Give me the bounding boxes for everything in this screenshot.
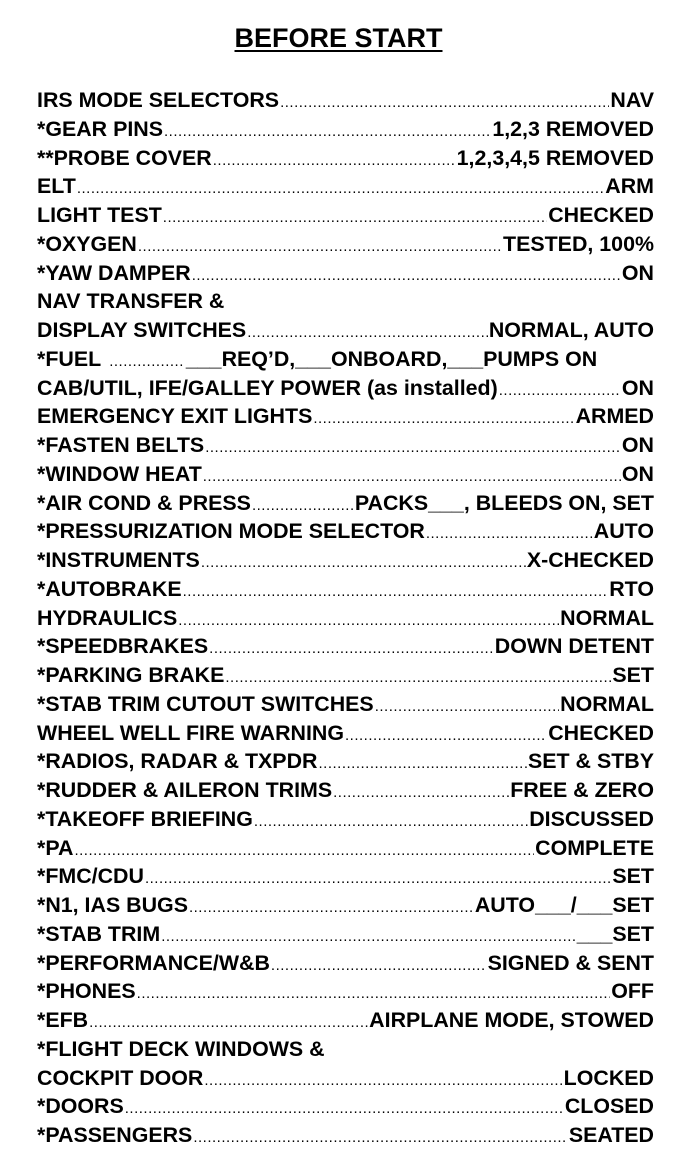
checklist-row bbox=[37, 977, 654, 1006]
dot-leader bbox=[193, 1124, 567, 1153]
dot-leader bbox=[254, 808, 528, 837]
item-label: *YAW DAMPER bbox=[37, 260, 191, 285]
checklist-row bbox=[37, 287, 654, 316]
item-label: *OXYGEN bbox=[37, 231, 137, 256]
item-value: CLOSED bbox=[564, 1094, 654, 1119]
item-value: X-CHECKED bbox=[526, 548, 654, 572]
item-label: EMERGENCY EXIT LIGHTS bbox=[37, 404, 313, 429]
item-value: DOWN DETENT bbox=[494, 634, 654, 659]
checklist-row bbox=[37, 862, 654, 891]
item-label: *RADIOS, RADAR & TXPDR bbox=[37, 749, 318, 774]
checklist-row bbox=[37, 460, 654, 489]
dot-leader bbox=[313, 405, 574, 434]
checklist-row bbox=[37, 230, 654, 259]
item-value: ON bbox=[621, 260, 654, 285]
checklist-row bbox=[37, 575, 654, 604]
checklist-row bbox=[37, 489, 654, 518]
item-value: ARMED bbox=[575, 404, 654, 429]
checklist-items bbox=[37, 86, 654, 1150]
checklist-row bbox=[37, 920, 654, 949]
item-label: *FASTEN BELTS bbox=[37, 433, 205, 457]
checklist-row bbox=[37, 374, 654, 403]
item-label: *PARKING BRAKE bbox=[37, 663, 225, 687]
item-value: NORMAL bbox=[560, 691, 654, 716]
checklist-row bbox=[37, 546, 654, 575]
item-label: *STAB TRIM CUTOUT SWITCHES bbox=[37, 691, 374, 716]
item-value: ON bbox=[621, 461, 654, 486]
item-value: CHECKED bbox=[548, 203, 654, 227]
checklist-row bbox=[37, 86, 654, 115]
item-label: NAV TRANSFER & bbox=[37, 289, 225, 314]
item-label: *FUEL bbox=[37, 346, 102, 371]
item-label: *TAKEOFF BRIEFING bbox=[37, 806, 253, 831]
dot-leader bbox=[138, 233, 502, 262]
dot-leader bbox=[189, 894, 474, 923]
dot-leader bbox=[209, 635, 494, 664]
item-value: 1,2,3 REMOVED bbox=[492, 116, 654, 141]
dot-leader bbox=[178, 607, 559, 636]
item-label: LIGHT TEST bbox=[37, 203, 162, 227]
checklist-row bbox=[37, 172, 654, 201]
checklist-row bbox=[37, 431, 654, 460]
dot-leader bbox=[201, 549, 526, 578]
checklist-row bbox=[37, 1006, 654, 1035]
checklist-row bbox=[37, 747, 654, 776]
dot-leader bbox=[125, 1095, 564, 1124]
dot-leader bbox=[164, 118, 491, 147]
item-value: SIGNED & SENT bbox=[487, 950, 654, 975]
checklist-row bbox=[37, 402, 654, 431]
item-label: *STAB TRIM bbox=[37, 921, 161, 946]
dot-leader bbox=[375, 693, 559, 722]
checklist-row bbox=[37, 316, 654, 345]
item-label: IRS MODE SELECTORS bbox=[37, 88, 280, 112]
item-value: ON bbox=[621, 433, 654, 457]
checklist-row bbox=[37, 690, 654, 719]
item-value: RTO bbox=[609, 576, 654, 601]
checklist-row bbox=[37, 719, 654, 748]
dot-leader bbox=[77, 175, 604, 204]
item-value: ___REQ’D,___ONBOARD,___PUMPS ON bbox=[185, 346, 598, 371]
dot-leader bbox=[213, 147, 456, 176]
item-label: *DOORS bbox=[37, 1094, 124, 1119]
item-value: SET & STBY bbox=[528, 749, 654, 774]
dot-leader bbox=[333, 779, 509, 808]
item-label: *FLIGHT DECK WINDOWS & bbox=[37, 1036, 325, 1061]
dot-leader bbox=[89, 1009, 368, 1038]
item-label: *AUTOBRAKE bbox=[37, 576, 182, 601]
item-value: COMPLETE bbox=[535, 835, 654, 860]
item-label: HYDRAULICS bbox=[37, 605, 178, 630]
dot-leader bbox=[161, 923, 576, 952]
checklist-row bbox=[37, 1121, 654, 1150]
dot-leader bbox=[192, 262, 621, 291]
checklist-row bbox=[37, 661, 654, 690]
item-label: *RUDDER & AILERON TRIMS bbox=[37, 778, 333, 802]
item-label: COCKPIT DOOR bbox=[37, 1065, 204, 1090]
item-value: LOCKED bbox=[563, 1065, 654, 1090]
dot-leader bbox=[499, 377, 621, 406]
checklist-row bbox=[37, 604, 654, 633]
item-value: ARM bbox=[605, 174, 654, 199]
item-label: *FMC/CDU bbox=[37, 864, 144, 889]
dot-leader bbox=[74, 837, 534, 866]
item-label: *INSTRUMENTS bbox=[37, 548, 200, 572]
item-value: ___SET bbox=[576, 921, 654, 946]
dot-leader bbox=[225, 664, 611, 693]
item-label: *PERFORMANCE/W&B bbox=[37, 950, 270, 975]
item-value: ON bbox=[621, 375, 654, 400]
dot-leader bbox=[271, 952, 487, 981]
checklist-row bbox=[37, 949, 654, 978]
item-label: *PA bbox=[37, 835, 74, 860]
dot-leader bbox=[252, 492, 354, 521]
checklist-row bbox=[37, 144, 654, 173]
item-value: FREE & ZERO bbox=[510, 778, 654, 802]
item-label: *GEAR PINS bbox=[37, 116, 163, 141]
item-label: **PROBE COVER bbox=[37, 145, 212, 170]
dot-leader bbox=[426, 520, 593, 549]
checklist-row bbox=[37, 1035, 654, 1064]
dot-leader bbox=[203, 463, 621, 492]
item-label: WHEEL WELL FIRE WARNING bbox=[37, 720, 344, 745]
item-label: *SPEEDBRAKES bbox=[37, 634, 209, 659]
item-label: *PASSENGERS bbox=[37, 1123, 193, 1147]
item-value: TESTED, 100% bbox=[503, 231, 654, 256]
dot-leader bbox=[318, 750, 527, 779]
item-value: SET bbox=[612, 864, 654, 889]
dot-leader bbox=[345, 722, 547, 751]
item-value: SET bbox=[612, 663, 654, 687]
checklist-row bbox=[37, 259, 654, 288]
checklist-title bbox=[0, 22, 677, 54]
item-value: PACKS___, BLEEDS ON, SET bbox=[354, 490, 654, 515]
checklist-row bbox=[37, 834, 654, 863]
dot-leader bbox=[280, 89, 609, 118]
checklist-row bbox=[37, 115, 654, 144]
item-label: *EFB bbox=[37, 1008, 89, 1032]
item-label: *PHONES bbox=[37, 979, 136, 1004]
title-text: BEFORE START bbox=[234, 23, 443, 53]
checklist-row bbox=[37, 632, 654, 661]
checklist-row bbox=[37, 345, 654, 374]
item-value: OFF bbox=[611, 979, 654, 1004]
dot-leader bbox=[247, 319, 488, 348]
checklist-row bbox=[37, 201, 654, 230]
item-value: AUTO bbox=[593, 519, 654, 544]
checklist-row bbox=[37, 805, 654, 834]
item-label: *AIR COND & PRESS bbox=[37, 490, 251, 515]
dot-leader bbox=[183, 578, 609, 607]
item-label: *WINDOW HEAT bbox=[37, 461, 202, 486]
dot-leader bbox=[204, 1067, 562, 1096]
item-value: 1,2,3,4,5 REMOVED bbox=[456, 145, 654, 170]
dot-leader bbox=[163, 204, 547, 233]
checklist-row bbox=[37, 1092, 654, 1121]
dot-leader bbox=[145, 865, 611, 894]
item-label: *PRESSURIZATION MODE SELECTOR bbox=[37, 519, 425, 544]
item-label: CAB/UTIL, IFE/GALLEY POWER (as installed) bbox=[37, 375, 498, 400]
item-label: ELT bbox=[37, 174, 76, 199]
item-value: CHECKED bbox=[548, 720, 654, 745]
item-value: DISCUSSED bbox=[529, 806, 654, 831]
dot-leader bbox=[205, 434, 621, 463]
checklist-row bbox=[37, 891, 654, 920]
item-value: NORMAL, AUTO bbox=[488, 318, 654, 342]
checklist-row bbox=[37, 1064, 654, 1093]
item-value: SEATED bbox=[568, 1123, 654, 1147]
item-label: DISPLAY SWITCHES bbox=[37, 318, 247, 342]
item-label: *N1, IAS BUGS bbox=[37, 893, 188, 917]
item-value: NORMAL bbox=[560, 605, 654, 630]
checklist-row bbox=[37, 776, 654, 805]
dot-leader: ................ bbox=[109, 352, 184, 370]
checklist-row bbox=[37, 517, 654, 546]
item-value: AUTO___/___SET bbox=[474, 893, 654, 917]
item-value: AIRPLANE MODE, STOWED bbox=[369, 1008, 654, 1032]
item-value: NAV bbox=[610, 88, 654, 112]
dot-leader bbox=[137, 980, 611, 1009]
